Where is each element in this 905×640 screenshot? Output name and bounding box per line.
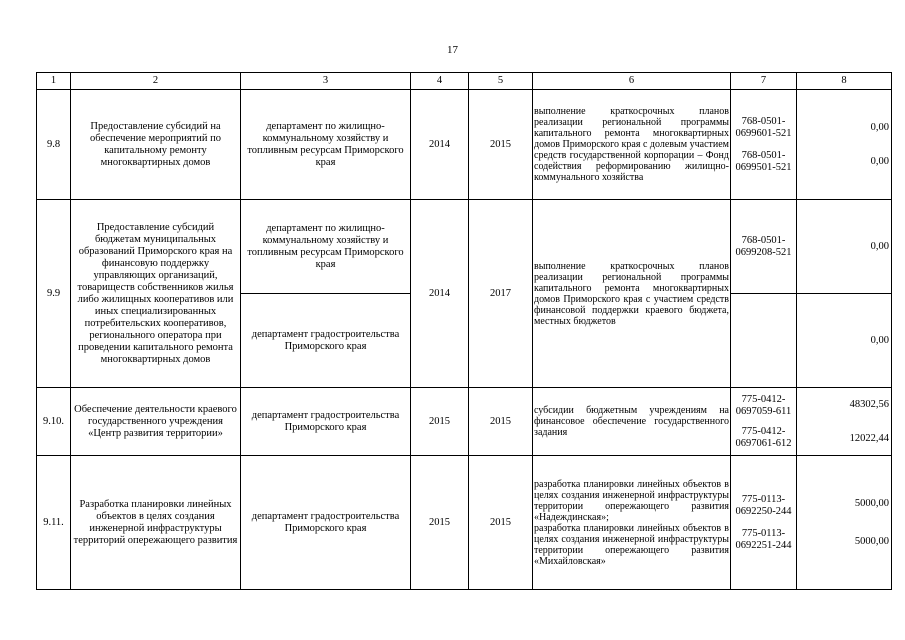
amount: 0,00 <box>870 155 889 167</box>
header-cell: 8 <box>797 73 892 90</box>
amount: 5000,00 <box>854 497 889 509</box>
measure-name: Предоставление субсидий бюджетам муниципальных образований Приморского края на финансовую поддержку управляющих организаций, товариществ собственников жилья либо жилищных кооперативов или иных специализированных потребительских кооперативов, регионального оператора при проведении капитального ремонта многоквартирных домов <box>71 200 241 388</box>
header-cell: 1 <box>37 73 71 90</box>
budget-code: 775-0113-0692251-244 <box>735 527 792 551</box>
measure-name: Предоставление субсидий на обеспечение мероприятий по капитальному ремонту многоквартирных домов <box>71 90 241 200</box>
amounts <box>797 456 892 590</box>
program-table <box>36 72 892 590</box>
result-item: разработка планировки линейных объектов в целях создания инженерной инфраструктуры территории опережающего развития «Михайловская» <box>534 522 729 567</box>
row-number: 9.9 <box>37 200 71 388</box>
amount: 0,00 <box>870 121 889 133</box>
executor: департамент градостроительства Приморского края <box>241 456 411 590</box>
amount: 12022,44 <box>849 432 889 444</box>
amounts <box>797 388 892 456</box>
executor: департамент по жилищно-коммунальному хозяйству и топливным ресурсам Приморского края <box>241 90 411 200</box>
budget-code: 775-0412-0697061-612 <box>735 425 792 449</box>
start-year: 2015 <box>411 388 469 456</box>
header-cell: 4 <box>411 73 469 90</box>
measure-name: Обеспечение деятельности краевого государственного учреждения «Центр развития территории» <box>71 388 241 456</box>
amount: 0,00 <box>797 200 892 294</box>
start-year: 2014 <box>411 90 469 200</box>
row-number: 9.11. <box>37 456 71 590</box>
table-row <box>37 90 892 200</box>
budget-code: 768-0501-0699601-521 <box>735 115 792 139</box>
header-row <box>37 73 892 90</box>
row-number: 9.8 <box>37 90 71 200</box>
start-year: 2015 <box>411 456 469 590</box>
header-cell: 5 <box>469 73 533 90</box>
expected-result: субсидии бюджетным учреждениям на финансовое обеспечение государственного задания <box>533 388 731 456</box>
amounts <box>797 90 892 200</box>
budget-code: 768-0501-0699501-521 <box>735 149 792 173</box>
result-item: разработка планировки линейных объектов в целях создания инженерной инфраструктуры территории опережающего развития «Надеждинская»; <box>534 478 729 523</box>
header-cell: 7 <box>731 73 797 90</box>
header-cell: 2 <box>71 73 241 90</box>
empty-cell <box>731 294 797 388</box>
row-number: 9.10. <box>37 388 71 456</box>
table-row <box>37 200 892 294</box>
budget-codes <box>731 388 797 456</box>
end-year: 2017 <box>469 200 533 388</box>
budget-code: 775-0113-0692250-244 <box>735 493 792 517</box>
executor: департамент градостроительства Приморского края <box>241 294 411 388</box>
table-row <box>37 388 892 456</box>
expected-result <box>533 456 731 590</box>
budget-codes <box>731 90 797 200</box>
start-year: 2014 <box>411 200 469 388</box>
budget-code: 775-0412-0697059-611 <box>735 393 792 417</box>
end-year: 2015 <box>469 456 533 590</box>
amount: 48302,56 <box>849 398 889 410</box>
header-cell: 6 <box>533 73 731 90</box>
end-year: 2015 <box>469 90 533 200</box>
page-number: 17 <box>447 44 458 56</box>
budget-code: 768-0501-0699208-521 <box>731 200 797 294</box>
amount: 5000,00 <box>854 535 889 547</box>
executor: департамент по жилищно-коммунальному хозяйству и топливным ресурсам Приморского края <box>241 200 411 294</box>
end-year: 2015 <box>469 388 533 456</box>
table-row <box>37 456 892 590</box>
header-cell: 3 <box>241 73 411 90</box>
measure-name: Разработка планировки линейных объектов в целях создания инженерной инфраструктуры территорий опережающего развития <box>71 456 241 590</box>
expected-result: выполнение краткосрочных планов реализации региональной программы капитального ремонта многоквартирных домов Приморского края с участием средств финансовой поддержки краевого бюджета, местных бюджетов <box>533 200 731 388</box>
expected-result: выполнение краткосрочных планов реализации региональной программы капитального ремонта многоквартирных домов Приморского края с долевым участием средств государственной корпорации – Фонд содействия реформированию жилищно-коммунального хозяйства <box>533 90 731 200</box>
amount: 0,00 <box>797 294 892 388</box>
budget-codes <box>731 456 797 590</box>
executor: департамент градостроительства Приморского края <box>241 388 411 456</box>
